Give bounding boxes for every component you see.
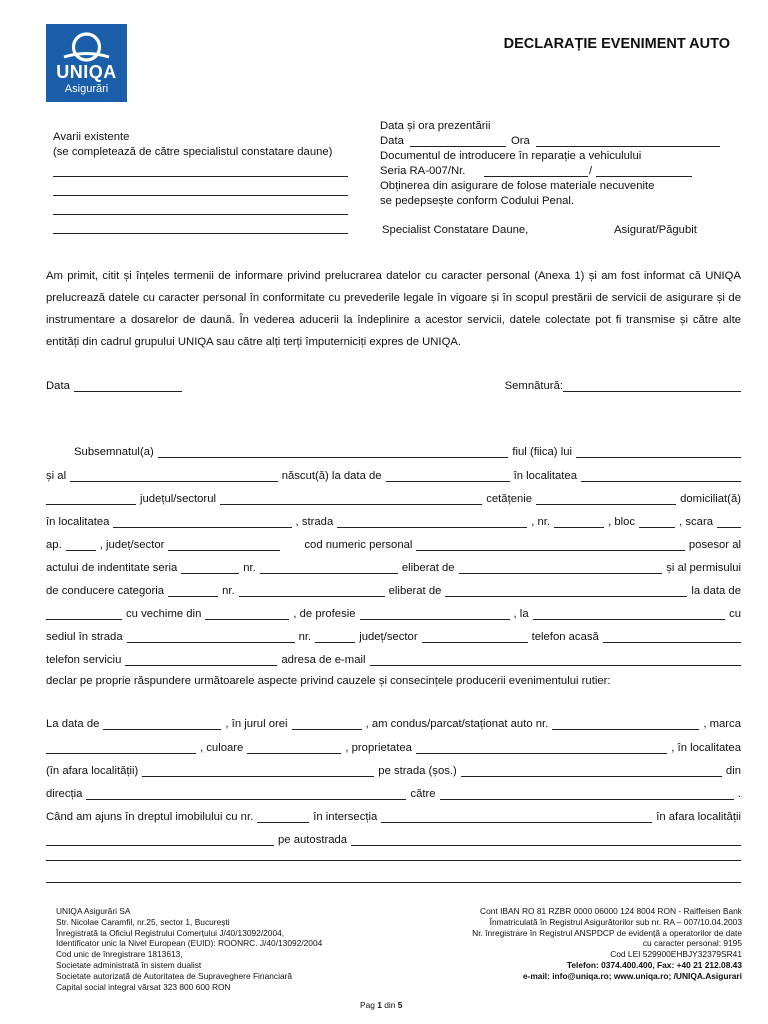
- avarii-line-3[interactable]: [53, 214, 348, 215]
- outside-locality-2-label: în afara localității: [656, 811, 741, 823]
- event-locality-label: , în localitatea: [671, 742, 741, 754]
- uniqa-logo-icon: [46, 30, 127, 66]
- posesor-label: posesor al: [688, 539, 741, 551]
- event-row-2: [46, 736, 741, 754]
- logo-brand: UNIQA: [56, 62, 117, 82]
- citizenship-field[interactable]: [536, 492, 676, 505]
- avarii-line-4[interactable]: [53, 233, 348, 234]
- event-row-4: [46, 782, 741, 800]
- office-county-label: județ/sector: [359, 631, 418, 643]
- declaration-text: declar pe proprie răspundere următoarele aspecte privind cauzele și consecințele producerii evenimentului rutier:: [46, 675, 611, 687]
- form-row-9: [46, 625, 741, 643]
- insured-signature-label: Asigurat/Păgubit: [614, 224, 697, 236]
- footer-right: [472, 906, 742, 982]
- footer-left: [56, 906, 322, 992]
- license-number-label: nr.: [222, 585, 235, 597]
- event-row-6: [46, 828, 741, 846]
- footer-cui: Cod unic de înregistrare 1813613,: [56, 949, 183, 960]
- domicile-locality-field[interactable]: [113, 515, 291, 528]
- cnp-label: cod numeric personal: [304, 539, 413, 551]
- seniority-label: cu vechime din: [126, 608, 202, 620]
- event-description-line-2[interactable]: [46, 882, 741, 883]
- event-row-3: [46, 759, 741, 777]
- county-label: județul/sectorul: [140, 493, 216, 505]
- repair-doc-label: Documentul de introducere în reparație a vehiculului: [380, 150, 642, 162]
- specialist-signature-label: Specialist Constatare Daune,: [382, 224, 529, 236]
- footer-dualist: Societate administrată în sistem dualist: [56, 959, 202, 970]
- warning-line-1: Obținerea din asigurare de folose materiale necuvenite: [380, 180, 655, 192]
- event-time-field[interactable]: [292, 717, 362, 730]
- outside-locality-field[interactable]: [142, 764, 374, 777]
- towards-field[interactable]: [440, 787, 734, 800]
- profession-field[interactable]: [360, 607, 510, 620]
- seria-number-field[interactable]: [484, 176, 588, 177]
- color-label: , culoare: [200, 742, 244, 754]
- apartment-field[interactable]: [66, 538, 96, 551]
- signature-field[interactable]: [563, 379, 741, 392]
- office-number-field[interactable]: [315, 630, 355, 643]
- license-label: și al permisului: [666, 562, 741, 574]
- seria-label: Seria RA-007/Nr.: [380, 165, 466, 177]
- id-series-field[interactable]: [181, 561, 239, 574]
- outside-locality-label: (în afara localității): [46, 765, 139, 777]
- footer-anspdcp: Nr. înregistrare în Registrul ANSPDCP de evidență a operatorilor de date: [472, 927, 742, 938]
- footer-registry: Înregistrată la Oficiul Registrului Comerțului J/40/13092/2004,: [56, 927, 285, 938]
- form-row-6: [46, 556, 741, 574]
- birth-place-field[interactable]: [581, 469, 741, 482]
- intersection-label: în intersecția: [313, 811, 378, 823]
- form-row-4: [46, 510, 741, 528]
- seria-date-field[interactable]: [596, 176, 692, 177]
- footer-email: e-mail: info@uniqa.ro; www.uniqa.ro; /UNIQA.Asigurari: [522, 970, 742, 981]
- license-date-label: la data de: [691, 585, 741, 597]
- page-number: [360, 1000, 402, 1011]
- footer-capital: Capital social integral vărsat 323 800 600 RON: [56, 981, 231, 992]
- footer-lei: Cod LEI 529900EHBJY32379SR41: [610, 949, 742, 960]
- birth-place-label: în localitatea: [513, 470, 577, 482]
- employer-label: , la: [513, 608, 529, 620]
- direction-field[interactable]: [86, 787, 406, 800]
- event-description-line-1[interactable]: [46, 860, 741, 861]
- seniority-field[interactable]: [205, 607, 289, 620]
- license-issued-by-label: eliberat de: [388, 585, 442, 597]
- location-field[interactable]: [46, 833, 274, 846]
- office-county-field[interactable]: [422, 630, 528, 643]
- block-label: , bloc: [608, 516, 636, 528]
- county-field[interactable]: [220, 492, 482, 505]
- number-field[interactable]: [554, 515, 604, 528]
- staircase-label: , scara: [679, 516, 713, 528]
- home-phone-label: telefon acasă: [531, 631, 599, 643]
- event-row-1: [46, 712, 741, 730]
- seria-slash: /: [589, 165, 593, 177]
- avarii-line-2[interactable]: [53, 195, 348, 196]
- fiul-label: fiul (fiica) lui: [512, 446, 572, 458]
- domiciliat-label: domiciliat(ă): [680, 493, 741, 505]
- father-name-field[interactable]: [576, 445, 741, 458]
- form-row-8: [46, 602, 741, 620]
- license-category-field[interactable]: [168, 584, 218, 597]
- mother-name-field[interactable]: [70, 469, 278, 482]
- consent-paragraph: Am primit, citit și înțeles termenii de informare privind prelucrarea datelor cu caracter personal (Anexa 1) și am fost informat că UNIQA prelucrează datele cu caracter personal în conformitate cu prevederile legale în vigoare și în scopul prestării de servicii de asigurare și de instrumentare a dosarelor de daună. În vederea aducerii la îndeplinire a acestor servicii, datele colectate pot fi transmise și către alte entități din cadrul grupului UNIQA sau către alți terți împuterniciți expres de UNIQA.: [46, 270, 741, 348]
- event-row-5: [46, 805, 741, 823]
- footer-asf: Societate autorizată de Autoritatea de Supraveghere Financiară: [56, 970, 293, 981]
- id-series-label: actului de indentitate seria: [46, 562, 178, 574]
- profession-label: , de profesie: [293, 608, 356, 620]
- page-mid: din: [381, 1000, 398, 1010]
- date-label: Data: [46, 380, 70, 392]
- event-street-label: pe strada (șos.): [378, 765, 457, 777]
- footer-phone: Telefon: 0374.400.400, Fax: +40 21 212.08.43: [566, 959, 742, 970]
- owner-field[interactable]: [416, 741, 667, 754]
- form-row-2: [46, 464, 741, 482]
- vehicle-number-field[interactable]: [552, 717, 699, 730]
- license-category-label: de conducere categoria: [46, 585, 165, 597]
- footer-anspdcp-num: cu caracter personal: 9195: [642, 938, 742, 949]
- cu-label: cu: [729, 608, 741, 620]
- highway-field[interactable]: [351, 833, 741, 846]
- building-number-label: Când am ajuns în dreptul imobilului cu nr.: [46, 811, 254, 823]
- make-field[interactable]: [46, 741, 196, 754]
- office-street-label: sediul în strada: [46, 631, 123, 643]
- footer-company: UNIQA Asigurări SA: [56, 906, 131, 916]
- page-total: 5: [397, 1000, 403, 1010]
- avarii-note: (se completează de către specialistul constatare daune): [53, 146, 333, 158]
- declaration-line: [46, 669, 741, 687]
- event-date-label: La data de: [46, 718, 100, 730]
- si-al-label: și al: [46, 470, 67, 482]
- email-field[interactable]: [370, 653, 741, 666]
- building-number-field[interactable]: [257, 810, 309, 823]
- warning-line-2: se pedepsește conform Codului Penal.: [380, 195, 575, 207]
- presentation-data-label: Data: [380, 135, 404, 147]
- presentation-date-field[interactable]: [410, 146, 506, 147]
- event-street-field[interactable]: [461, 764, 722, 777]
- office-number-label: nr.: [298, 631, 312, 643]
- staircase-field[interactable]: [717, 515, 741, 528]
- avarii-line-1[interactable]: [53, 176, 348, 177]
- color-field[interactable]: [247, 741, 341, 754]
- apartment-label: ap.: [46, 539, 62, 551]
- page-current: 1: [377, 1000, 382, 1010]
- domicile-county-label: , județ/sector: [99, 539, 165, 551]
- make-label: , marca: [703, 718, 741, 730]
- footer-euid: Identificator unic la Nivel European (EUID): ROONRC. J/40/13092/2004: [56, 938, 323, 949]
- id-issued-by-field[interactable]: [459, 561, 663, 574]
- vehicle-number-label: , am condus/parcat/staționat auto nr.: [365, 718, 549, 730]
- logo-subtitle: Asigurări: [64, 83, 109, 95]
- signature-label: Semnătură:: [504, 380, 563, 392]
- avarii-label: Avarii existente: [53, 131, 130, 143]
- date-signature-row: [46, 374, 741, 392]
- form-row-7: [46, 579, 741, 597]
- employer-field[interactable]: [533, 607, 725, 620]
- presentation-time-field[interactable]: [536, 146, 720, 147]
- uniqa-logo: [46, 24, 127, 102]
- birth-date-label: născut(ă) la data de: [281, 470, 382, 482]
- footer-address: Str. Nicolae Caramfil, nr.25, sector 1, București: [56, 916, 230, 927]
- intersection-field[interactable]: [381, 810, 652, 823]
- id-number-field[interactable]: [260, 561, 398, 574]
- event-time-label: , în jurul orei: [225, 718, 288, 730]
- citizenship-label: cetățenie: [486, 493, 533, 505]
- footer-iban: Cont IBAN RO 81 RZBR 0000 06000 124 8004 RON - Raiffeisen Bank: [480, 906, 742, 916]
- form-row-1: [46, 440, 741, 458]
- direction-label: direcția: [46, 788, 83, 800]
- domicile-locality-label: în localitatea: [46, 516, 110, 528]
- from-label: din: [725, 765, 741, 777]
- owner-label: , proprietatea: [345, 742, 412, 754]
- license-number-field[interactable]: [239, 584, 385, 597]
- number-label: , nr.: [531, 516, 551, 528]
- period: .: [737, 788, 741, 800]
- form-row-10: [46, 648, 741, 666]
- subsemnatul-label: Subsemnatul(a): [74, 446, 154, 458]
- license-date-field[interactable]: [46, 607, 122, 620]
- page-prefix: Pag: [360, 1000, 378, 1010]
- form-row-5: [46, 533, 741, 551]
- name-field[interactable]: [158, 445, 509, 458]
- work-phone-field[interactable]: [125, 653, 277, 666]
- document-title: DECLARAȚIE EVENIMENT AUTO: [503, 36, 730, 52]
- date-field[interactable]: [74, 379, 182, 392]
- birth-date-field[interactable]: [386, 469, 510, 482]
- domicile-county-field[interactable]: [168, 538, 280, 551]
- towards-label: către: [410, 788, 436, 800]
- event-date-field[interactable]: [103, 717, 221, 730]
- birth-county-prefix-field[interactable]: [46, 492, 136, 505]
- work-phone-label: telefon serviciu: [46, 654, 122, 666]
- id-issued-by-label: eliberat de: [401, 562, 455, 574]
- presentation-ora-label: Ora: [511, 135, 530, 147]
- home-phone-field[interactable]: [603, 630, 741, 643]
- id-number-label: nr.: [243, 562, 256, 574]
- highway-label: pe autostrada: [278, 834, 348, 846]
- form-row-3: [46, 487, 741, 505]
- office-street-field[interactable]: [127, 630, 295, 643]
- presentation-heading: Data și ora prezentării: [380, 120, 491, 132]
- street-field[interactable]: [337, 515, 527, 528]
- street-label: , strada: [295, 516, 334, 528]
- footer-ra: Înmatriculată în Registrul Asigurătorilor sub nr. RA – 007/10.04.2003: [489, 916, 742, 927]
- email-label: adresa de e-mail: [281, 654, 366, 666]
- cnp-field[interactable]: [416, 538, 684, 551]
- license-issued-by-field[interactable]: [445, 584, 687, 597]
- block-field[interactable]: [639, 515, 675, 528]
